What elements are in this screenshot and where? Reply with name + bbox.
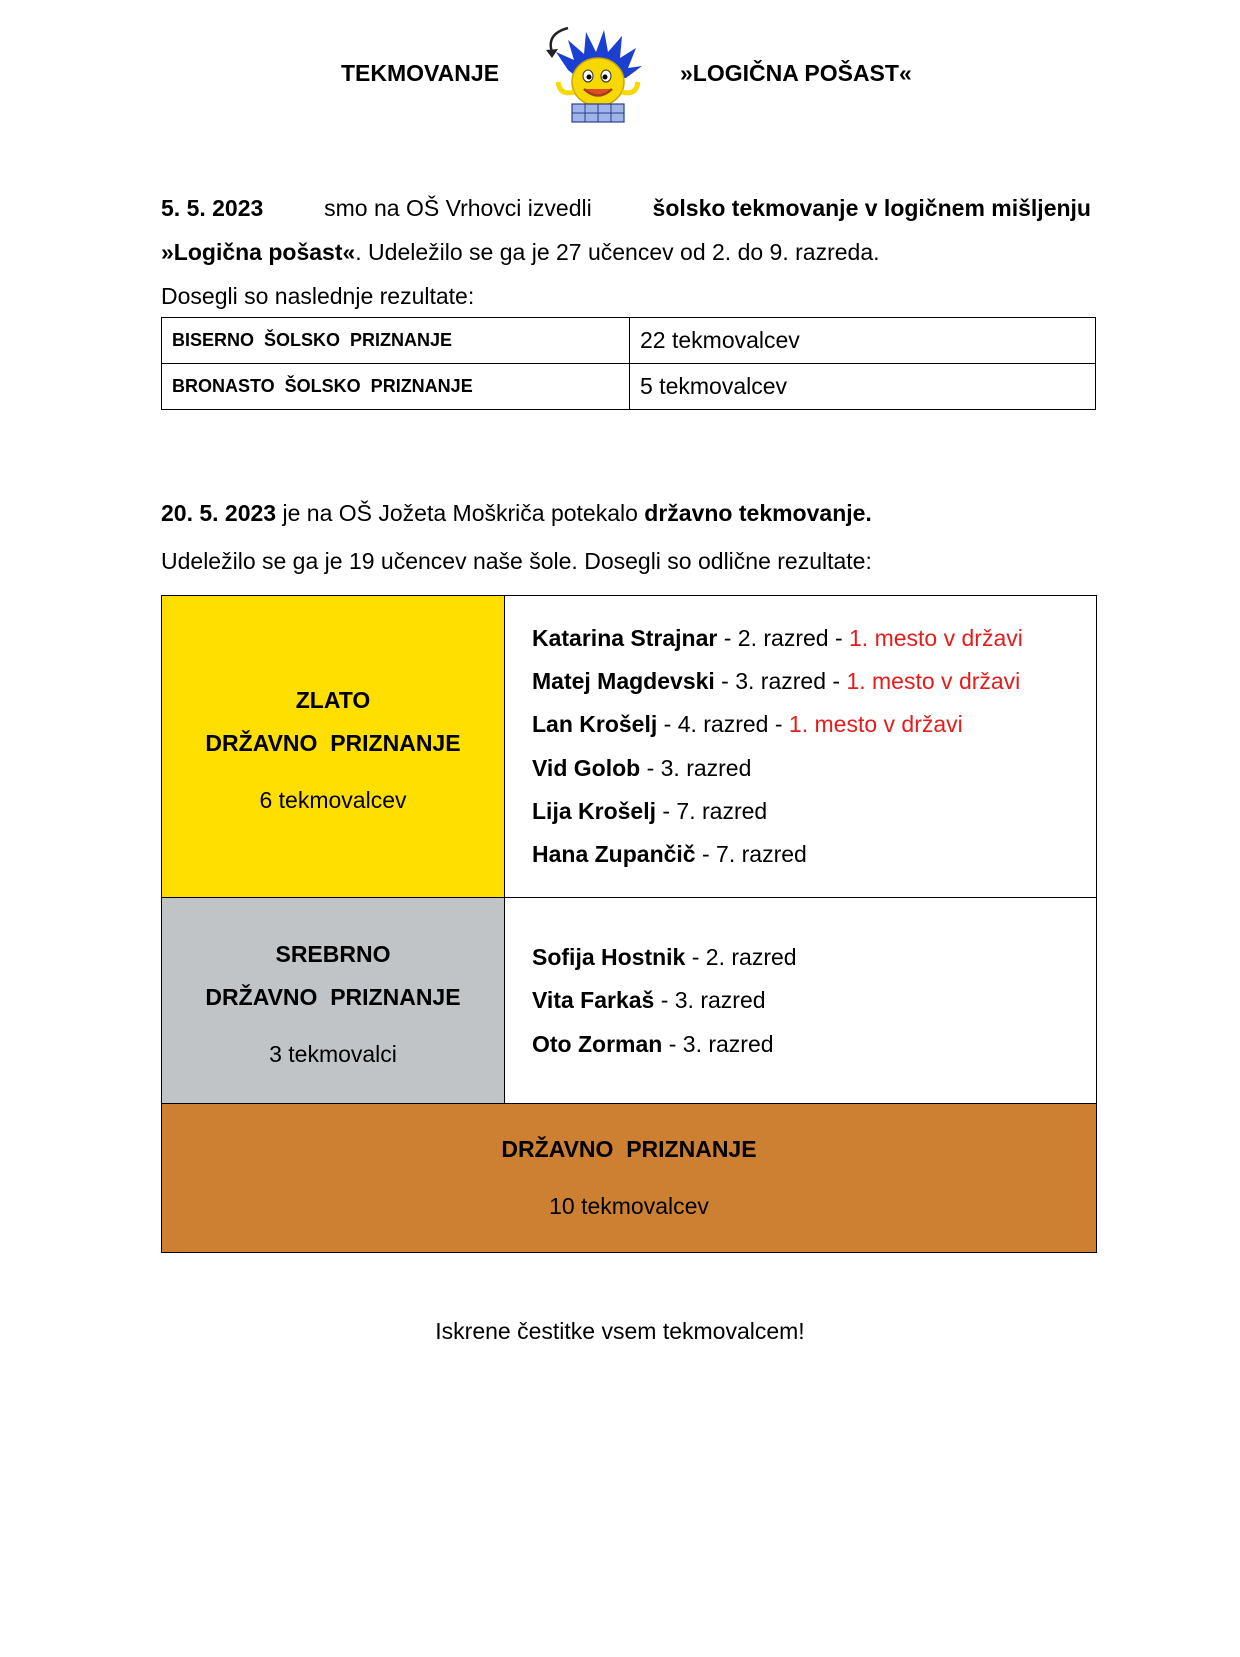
gold-winners-list [505,596,1097,898]
bronze-title: DRŽAVNO PRIZNANJE [501,1136,757,1162]
gold-count: 6 tekmovalcev [259,787,407,813]
list-item: Vid Golob - 3. razred [532,754,752,781]
national-text-a: je na OŠ Jožeta Moškriča potekalo [282,500,638,526]
list-item: Lija Krošelj - 7. razred [532,797,768,824]
gold-title-2: DRŽAVNO PRIZNANJE [205,730,461,756]
bronze-award-cell [162,1104,1097,1253]
list-item: Vita Farkaš - 3. razred [532,987,766,1014]
school-competition-paragraph [161,186,1091,318]
table-row [162,364,1096,410]
logicna-posast-mascot-icon [538,22,658,127]
award-label: BRONASTO ŠOLSKO PRIZNANJE [162,364,630,410]
school-results-table [161,317,1096,410]
gold-award-cell [162,596,505,898]
list-item: Matej Magdevski - 3. razred - 1. mesto v državi [532,667,1021,694]
silver-winners-list [505,898,1097,1104]
national-competition-name: državno tekmovanje. [644,500,872,526]
award-label: BISERNO ŠOLSKO PRIZNANJE [162,318,630,364]
table-row [162,318,1096,364]
school-text-b: . Udeležilo se ga je 27 učencev od 2. do 9. razreda. [355,239,880,265]
list-item: Katarina Strajnar - 2. razred - 1. mesto v državi [532,624,1023,651]
silver-title-2: DRŽAVNO PRIZNANJE [205,984,461,1010]
silver-count: 3 tekmovalci [269,1041,397,1067]
bronze-row [162,1104,1097,1253]
competition-title: »Logična pošast« [161,239,356,265]
national-text-b: Udeležilo se ga je 19 učencev naše šole. Dosegli so odlične rezultate: [161,548,872,574]
gold-row [162,596,1097,898]
gold-title-1: ZLATO [295,687,371,713]
list-item: Hana Zupančič - 7. razred [532,841,807,868]
header-right-title: »LOGIČNA POŠAST« [680,60,912,86]
list-item: Oto Zorman - 3. razred [532,1030,774,1057]
national-competition-paragraph [161,491,1091,583]
bronze-count: 10 tekmovalcev [549,1193,709,1219]
congratulations-text: Iskrene čestitke vsem tekmovalcem! [435,1318,805,1344]
school-date: 5. 5. 2023 [161,195,264,221]
header-left-title: TEKMOVANJE [341,60,500,86]
award-count: 5 tekmovalcev [630,364,1096,410]
school-text-c: Dosegli so naslednje rezultate: [161,283,475,309]
silver-title-1: SREBRNO [275,941,391,967]
list-item: Lan Krošelj - 4. razred - 1. mesto v državi [532,711,963,738]
national-results-table [161,595,1097,1253]
list-item: Sofija Hostnik - 2. razred [532,944,797,970]
school-text-a: smo na OŠ Vrhovci izvedli [324,195,592,221]
national-date: 20. 5. 2023 [161,500,277,526]
silver-row [162,898,1097,1104]
school-competition-name: šolsko tekmovanje v logičnem mišljenju [652,195,1091,221]
award-count: 22 tekmovalcev [630,318,1096,364]
silver-award-cell [162,898,505,1104]
